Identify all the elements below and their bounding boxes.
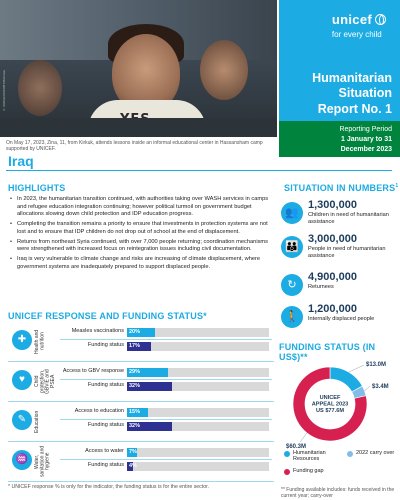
response-note: * UNICEF response % is only for the indicator, the funding status is for the entire sector. [8, 484, 209, 490]
sector-divider [8, 361, 274, 362]
progress-value: 4% [129, 462, 137, 469]
row-divider [60, 379, 272, 380]
donut-leader-line [349, 365, 364, 372]
people-icon: 👪 [281, 236, 303, 258]
donut-center-label: APPEAL 2023 [311, 401, 349, 408]
period-dates: December 2023 [340, 146, 392, 154]
progress-track [127, 448, 269, 457]
situation-number: 1,300,000 [308, 199, 357, 211]
situation-description: Returnees [308, 284, 334, 290]
progress-value: 32% [129, 422, 141, 429]
funding-status-label: Funding status [87, 461, 124, 468]
donut-value-label: $3.4M [372, 384, 389, 390]
legend-label: Funding gap [293, 468, 324, 474]
donut-value-label: $60.3M [286, 444, 307, 450]
situation-item [281, 271, 397, 301]
children-icon: 👥 [281, 202, 303, 224]
period-dates: 1 January to 31 [341, 136, 392, 144]
photo-credit: © UNICEF/UNI395736/Anmar [2, 70, 6, 112]
row-divider [60, 419, 272, 420]
cover-photo [0, 0, 277, 137]
report-title-line: Situation [338, 86, 392, 101]
situation-description: Children in need of humanitarian assistance [308, 212, 389, 225]
reporting-period [279, 121, 400, 157]
title-divider [6, 170, 392, 171]
sector-label: Child protection, GBViE and PSEA [34, 369, 56, 394]
situation-item [281, 233, 397, 263]
globe-icon [375, 14, 386, 25]
report-title-line: Humanitarian [312, 71, 392, 85]
sector-divider [8, 441, 274, 442]
progress-track [127, 408, 269, 417]
situation-item [281, 199, 397, 229]
donut-center-label: UNICEF [319, 395, 341, 401]
response-title: UNICEF RESPONSE AND FUNDING STATUS* [8, 311, 207, 321]
legend-label: Humanitarian Resources [293, 450, 326, 463]
unicef-logo [332, 11, 386, 39]
donut-value-label: $13.0M [366, 362, 387, 368]
situation-title-footnote: 1 [395, 183, 399, 189]
indicator-label: Access to GBV response [62, 368, 124, 374]
donut-leader-line [300, 433, 307, 442]
progress-track [127, 462, 269, 471]
sector-label: Water, sanitation and hygiene [34, 445, 51, 478]
highlight-item: • Returns from northeast Syria continued, with over 7,000 people returning; coordination mechanisms were strengthened with increased focus on reintegration issues including civil documentation. [9, 239, 271, 254]
progress-value: 20% [129, 329, 141, 335]
highlight-item: • Completing the transition remains a priority to ensure that investments in protection systems are not lost and to ensure that IDP children do not drop out of school at the end of displacement. [9, 221, 271, 236]
progress-track [127, 422, 269, 431]
photo-child-right [200, 40, 248, 100]
situation-title-text: SITUATION IN NUMBERS [284, 183, 396, 193]
funding-donut-chart [284, 356, 394, 452]
progress-value: 29% [129, 369, 141, 375]
sector-divider [8, 401, 274, 402]
highlights-list [9, 196, 271, 274]
situation-number: 1,200,000 [308, 303, 357, 315]
indicator-label: Access to water [85, 448, 124, 454]
progress-value: 32% [129, 382, 141, 389]
progress-value: 15% [129, 409, 141, 415]
highlight-item: • In 2023, the humanitarian transition continued, with authorities taking over WASH services in camps and refugee education integration continuing; however political turmoil on government budget allocations slowing down child protection and IDP education progress. [9, 196, 271, 219]
donut-center-label: US $77.6M [316, 408, 344, 414]
funding-status-label: Funding status [87, 381, 124, 388]
row-divider [60, 459, 272, 460]
sector-label: Education [34, 410, 40, 433]
logo-wordmark: unicef [331, 12, 372, 27]
highlights-title: HIGHLIGHTS [8, 183, 66, 193]
progress-track [127, 342, 269, 351]
funding-note: ** Funding available includes: funds received in the current year; carry-over [281, 487, 395, 499]
stethoscope-icon: ✚ [12, 330, 32, 350]
situation-title [284, 183, 398, 193]
highlight-item: • Iraq is very vulnerable to climate change and risks are increasing of climate displacement, where government systems are inadequately prepared to support displaced people. [9, 256, 271, 271]
report-title-line: Report No. 1 [317, 101, 392, 116]
progress-track [127, 328, 269, 337]
sector-label: Health and nutrition [34, 329, 46, 354]
logo-tagline: for every child [331, 30, 382, 39]
legend-swatch [284, 469, 290, 475]
situation-item [281, 303, 397, 333]
legend-swatch [347, 451, 353, 457]
progress-track [127, 382, 269, 391]
water-tap-icon: ♒ [12, 450, 32, 470]
report-title [282, 71, 392, 117]
book-icon: ✎ [12, 410, 32, 430]
report-sidebar [279, 0, 400, 157]
progress-track [127, 368, 269, 377]
country-title: Iraq [8, 153, 34, 169]
return-arrow-icon: ↻ [281, 274, 303, 296]
photo-caption: On May 17, 2023, Zina, 11, from Kirkuk, attends lessons inside an informal educational center in Hassansham camp supported by UNICEF. [6, 140, 263, 153]
donut-slice [330, 367, 362, 392]
funding-status-label: Funding status [87, 341, 124, 348]
legend-swatch [284, 451, 290, 457]
walking-person-icon: 🚶 [281, 306, 303, 328]
funding-status-label: Funding status [87, 421, 124, 428]
legend-label: 2022 carry over [356, 450, 395, 456]
family-icon: ♥ [12, 370, 32, 390]
donut-leader-line [365, 386, 370, 391]
period-label: Reporting Period [339, 126, 392, 133]
situation-description: People in need of humanitarian assistance [308, 246, 386, 259]
progress-value: 7% [129, 449, 137, 455]
row-divider [60, 339, 272, 340]
indicator-label: Access to education [74, 408, 124, 414]
photo-child-left [18, 60, 62, 116]
photo-desk [0, 118, 277, 137]
situation-number: 3,000,000 [308, 233, 357, 245]
sector-divider [8, 481, 274, 482]
progress-value: 17% [129, 342, 141, 349]
situation-description: Internally displaced people [308, 316, 375, 322]
situation-number: 4,900,000 [308, 271, 357, 283]
indicator-label: Measles vaccinations [71, 328, 124, 334]
funding-title: FUNDING STATUS (IN US$)** [279, 342, 376, 362]
